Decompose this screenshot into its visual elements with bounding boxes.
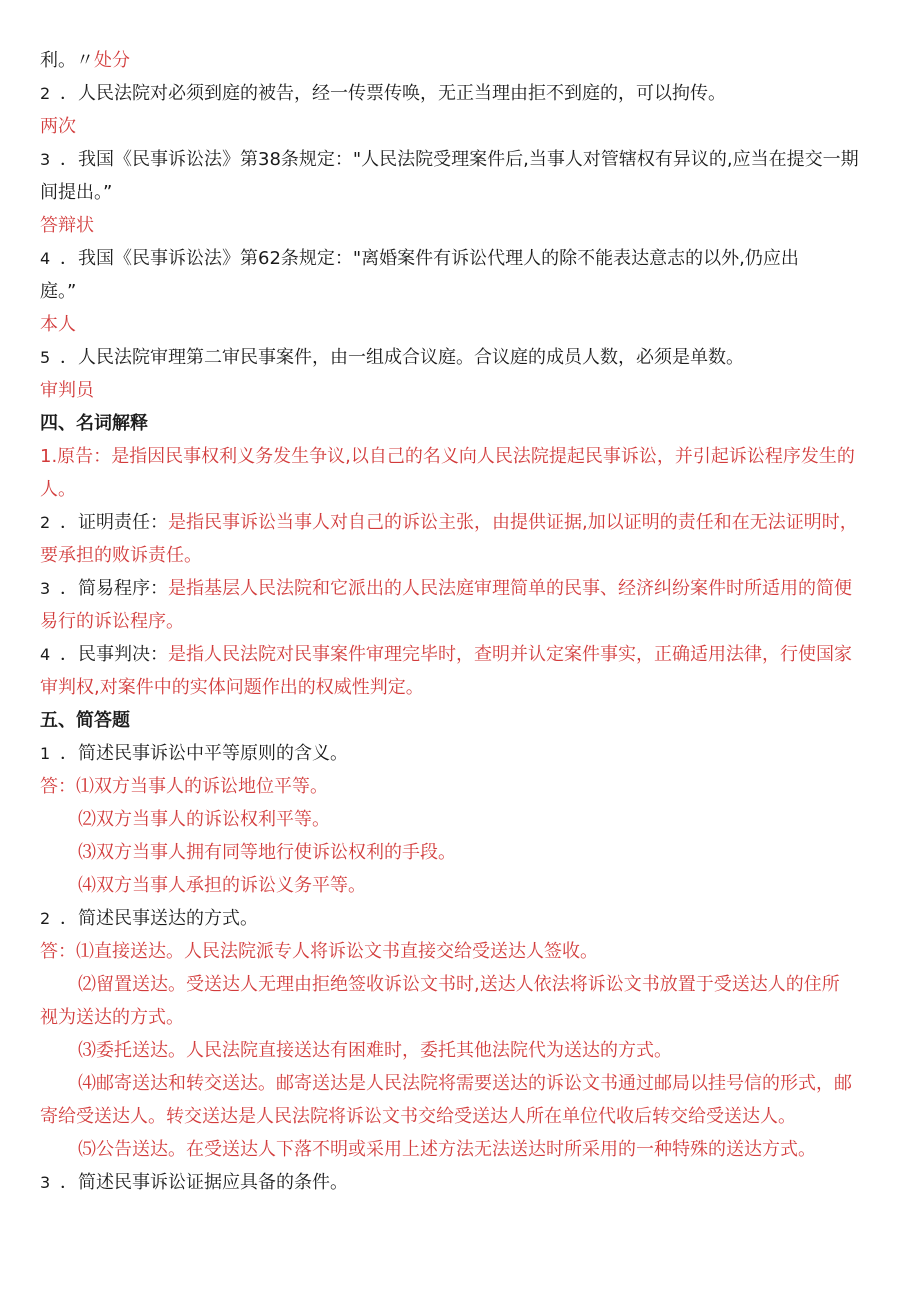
item-text: ．我国《民事诉讼法》第62条规定："离婚案件有诉讼代理人的除不能表达意志的以外,仍应出 <box>60 248 799 269</box>
fill-item-5 <box>40 341 885 374</box>
answer-1-line-1 <box>40 770 885 803</box>
item-number: 2 <box>40 513 51 532</box>
term-definition: 是指基层人民法院和它派出的人民法庭审理简单的民事、经济纠纷案件时所适用的简便 <box>168 578 852 599</box>
term-definition: 是指因民事权利义务发生争议,以自己的名义向人民法院提起民事诉讼，并引起诉讼程序发生的 <box>111 446 855 467</box>
question-text: ．简述民事送达的方式。 <box>60 908 258 929</box>
question-2 <box>40 902 885 935</box>
fill-answer-3: 答辩状 <box>40 215 94 236</box>
term-definition: 是指人民法院对民事案件审理完毕时，查明并认定案件事实，正确适用法律，行使国家 <box>168 644 852 665</box>
term-item-1-cont: 人。 <box>40 479 76 500</box>
item-number: 5 <box>40 348 51 367</box>
document-page <box>40 44 885 1199</box>
answer-text: ⑴双方当事人的诉讼地位平等。 <box>76 776 328 797</box>
term-item-2-cont: 要承担的败诉责任。 <box>40 545 202 566</box>
fill-answer-2: 两次 <box>40 116 76 137</box>
term-item-2 <box>40 506 885 539</box>
answer-2-line-2: ⑵留置送达。受送达人无理由拒绝签收诉讼文书时,送达人依法将诉讼文书放置于受送达人的住所 <box>78 974 840 995</box>
item-number: 4 <box>40 249 51 268</box>
item-text: ．人民法院审理第二审民事案件，由一组成合议庭。合议庭的成员人数，必须是单数。 <box>60 347 744 368</box>
intro-answer: 处分 <box>94 50 130 71</box>
item-number: 2 <box>40 909 51 928</box>
answer-2-line-3: ⑶委托送达。人民法院直接送达有困难时，委托其他法院代为送达的方式。 <box>78 1040 672 1061</box>
answer-2-line-4: ⑷邮寄送达和转交送达。邮寄送达是人民法院将需要送达的诉讼文书通过邮局以挂号信的形式，邮 <box>78 1073 852 1094</box>
section-4-heading: 四、名词解释 <box>40 413 148 434</box>
fill-answer-5: 审判员 <box>40 380 94 401</box>
term-label: ．证明责任： <box>60 512 168 533</box>
answer-2-line-4-cont: 寄给受送达人。转交送达是人民法院将诉讼文书交给受送达人所在单位代收后转交给受送达人。 <box>40 1106 796 1127</box>
term-label: ．民事判决： <box>60 644 168 665</box>
section-5-heading: 五、简答题 <box>40 710 130 731</box>
intro-line <box>40 44 885 77</box>
term-item-4 <box>40 638 885 671</box>
fill-answer-4: 本人 <box>40 314 76 335</box>
answer-2-line-2-cont: 视为送达的方式。 <box>40 1007 184 1028</box>
fill-item-4 <box>40 242 885 275</box>
question-text: ．简述民事诉讼证据应具备的条件。 <box>60 1172 348 1193</box>
answer-1-line-2: ⑵双方当事人的诉讼权利平等。 <box>78 809 330 830</box>
term-item-4-cont: 审判权,对案件中的实体问题作出的权威性判定。 <box>40 677 424 698</box>
item-number: 3 <box>40 1173 51 1192</box>
answer-text: ⑴直接送达。人民法院派专人将诉讼文书直接交给受送达人签收。 <box>76 941 598 962</box>
fill-item-3 <box>40 143 885 176</box>
question-text: ．简述民事诉讼中平等原则的含义。 <box>60 743 348 764</box>
term-label: 1.原告： <box>40 446 112 467</box>
item-number: 2 <box>40 84 51 103</box>
answer-1-line-3: ⑶双方当事人拥有同等地行使诉讼权利的手段。 <box>78 842 456 863</box>
term-item-3 <box>40 572 885 605</box>
term-definition: 是指民事诉讼当事人对自己的诉讼主张，由提供证据,加以证明的责任和在无法证明时， <box>168 512 858 533</box>
fill-item-2 <box>40 77 885 110</box>
answer-1-line-4: ⑷双方当事人承担的诉讼义务平等。 <box>78 875 366 896</box>
answer-label: 答： <box>40 776 76 797</box>
fill-item-4-cont: 庭。” <box>40 281 77 302</box>
intro-text: 利。〃 <box>40 50 94 71</box>
item-number: 3 <box>40 579 51 598</box>
question-3 <box>40 1166 885 1199</box>
item-text: ．人民法院对必须到庭的被告，经一传票传唤，无正当理由拒不到庭的，可以拘传。 <box>60 83 726 104</box>
fill-item-3-cont: 间提出。” <box>40 182 113 203</box>
term-label: ．简易程序： <box>60 578 168 599</box>
item-number: 1 <box>40 744 51 763</box>
answer-2-line-1 <box>40 935 885 968</box>
item-number: 3 <box>40 150 51 169</box>
answer-label: 答： <box>40 941 76 962</box>
term-item-3-cont: 易行的诉讼程序。 <box>40 611 184 632</box>
item-text: ．我国《民事诉讼法》第38条规定："人民法院受理案件后,当事人对管辖权有异议的,应当在提交一期 <box>60 149 859 170</box>
question-1 <box>40 737 885 770</box>
answer-2-line-5: ⑸公告送达。在受送达人下落不明或采用上述方法无法送达时所采用的一种特殊的送达方式。 <box>78 1139 816 1160</box>
item-number: 4 <box>40 645 51 664</box>
term-item-1 <box>40 440 885 473</box>
